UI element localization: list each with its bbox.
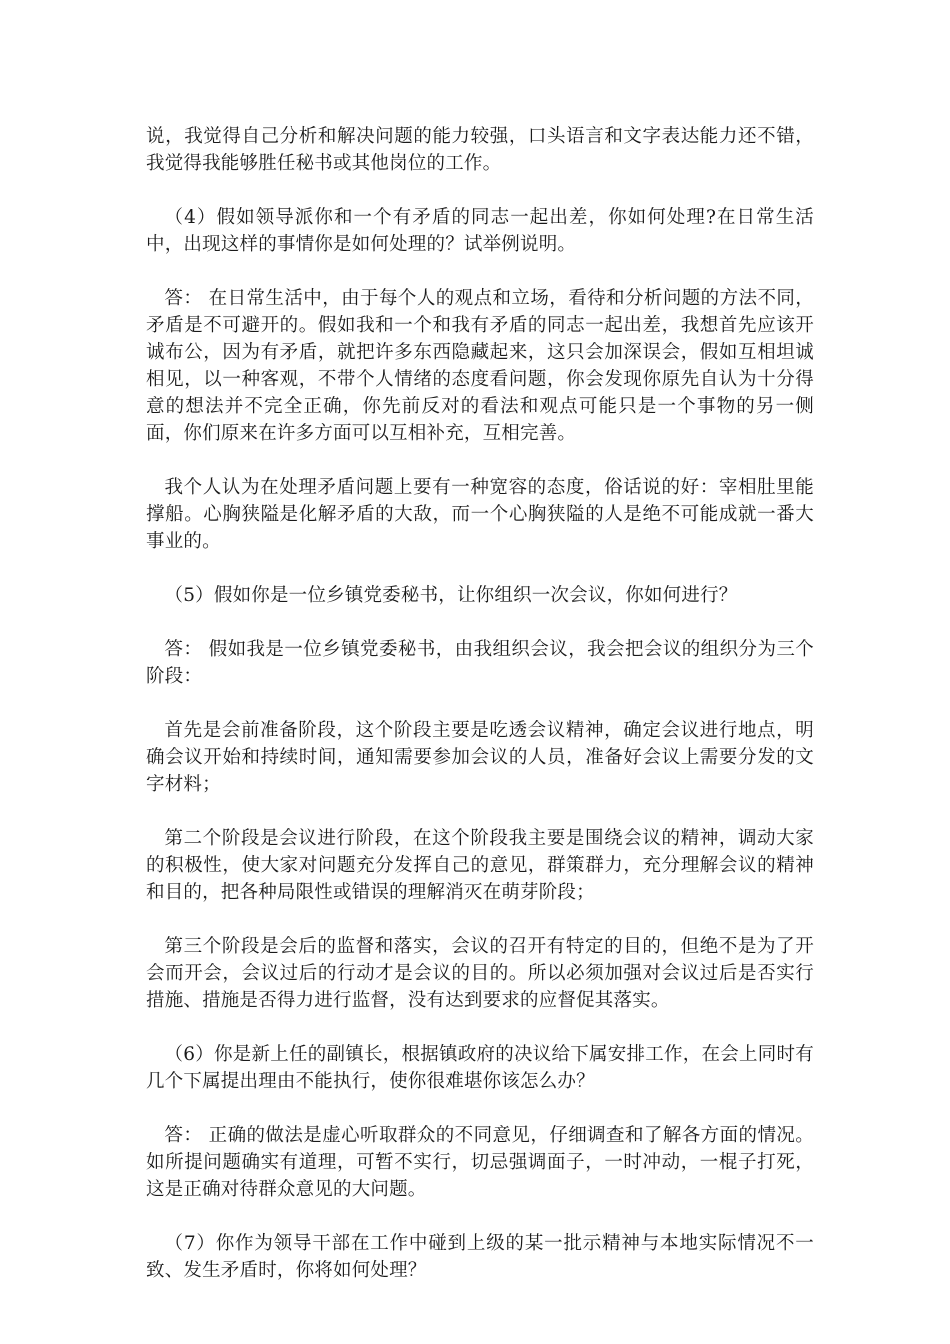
answer-6: 答： 正确的做法是虚心听取群众的不同意见，仔细调查和了解各方面的情况。如所提问题确实有道理，可暂不实行，切忌强调面子，一时冲动，一棍子打死，这是正确对待群众意见的大问题。 bbox=[146, 1125, 814, 1200]
answer-4: 答： 在日常生活中，由于每个人的观点和立场，看待和分析问题的方法不同，矛盾是不可避开的。假如我和一个和我有矛盾的同志一起出差，我想首先应该开诚布公，因为有矛盾，就把许多东西隐藏起来，这只会加深误会，假如互相坦诚相见，以一种客观，不带个人情绪的态度看问题，你会发现你原先自认为十分得意的想法并不完全正确，你先前反对的看法和观点可能只是一个事物的另一侧面，你们原来在许多方面可以互相补充，互相完善。 bbox=[146, 288, 814, 444]
document-body bbox=[146, 123, 814, 1284]
answer-4-continued: 我个人认为在处理矛盾问题上要有一种宽容的态度，俗话说的好：宰相肚里能撑船。心胸狭隘是化解矛盾的大敌，而一个心胸狭隘的人是绝不可能成就一番大事业的。 bbox=[146, 477, 814, 552]
answer-5-stage-1: 首先是会前准备阶段，这个阶段主要是吃透会议精神，确定会议进行地点，明确会议开始和持续时间，通知需要参加会议的人员，准备好会议上需要分发的文字材料； bbox=[146, 720, 814, 795]
question-6: （6）你是新上任的副镇长，根据镇政府的决议给下属安排工作，在会上同时有几个下属提出理由不能执行，使你很难堪你该怎么办？ bbox=[146, 1044, 814, 1092]
answer-5: 答： 假如我是一位乡镇党委秘书，由我组织会议，我会把会议的组织分为三个阶段： bbox=[146, 639, 814, 687]
question-5: （5）假如你是一位乡镇党委秘书，让你组织一次会议，你如何进行？ bbox=[164, 585, 738, 606]
question-7: （7）你作为领导干部在工作中碰到上级的某一批示精神与本地实际情况不一致、发生矛盾时，你将如何处理？ bbox=[146, 1233, 814, 1281]
question-4: （4）假如领导派你和一个有矛盾的同志一起出差，你如何处理?在日常生活中，出现这样的事情你是如何处理的？试举例说明。 bbox=[146, 207, 814, 255]
answer-5-stage-3: 第三个阶段是会后的监督和落实，会议的召开有特定的目的，但绝不是为了开会而开会，会议过后的行动才是会议的目的。所以必须加强对会议过后是否实行措施、措施是否得力进行监督，没有达到要求的应督促其落实。 bbox=[146, 936, 814, 1011]
paragraph-continuation: 说，我觉得自己分析和解决问题的能力较强，口头语言和文字表达能力还不错，我觉得我能够胜任秘书或其他岗位的工作。 bbox=[146, 126, 814, 174]
answer-5-stage-2: 第二个阶段是会议进行阶段，在这个阶段我主要是围绕会议的精神，调动大家的积极性，使大家对问题充分发挥自己的意见，群策群力，充分理解会议的精神和目的，把各种局限性或错误的理解消灭在萌芽阶段； bbox=[146, 828, 814, 903]
